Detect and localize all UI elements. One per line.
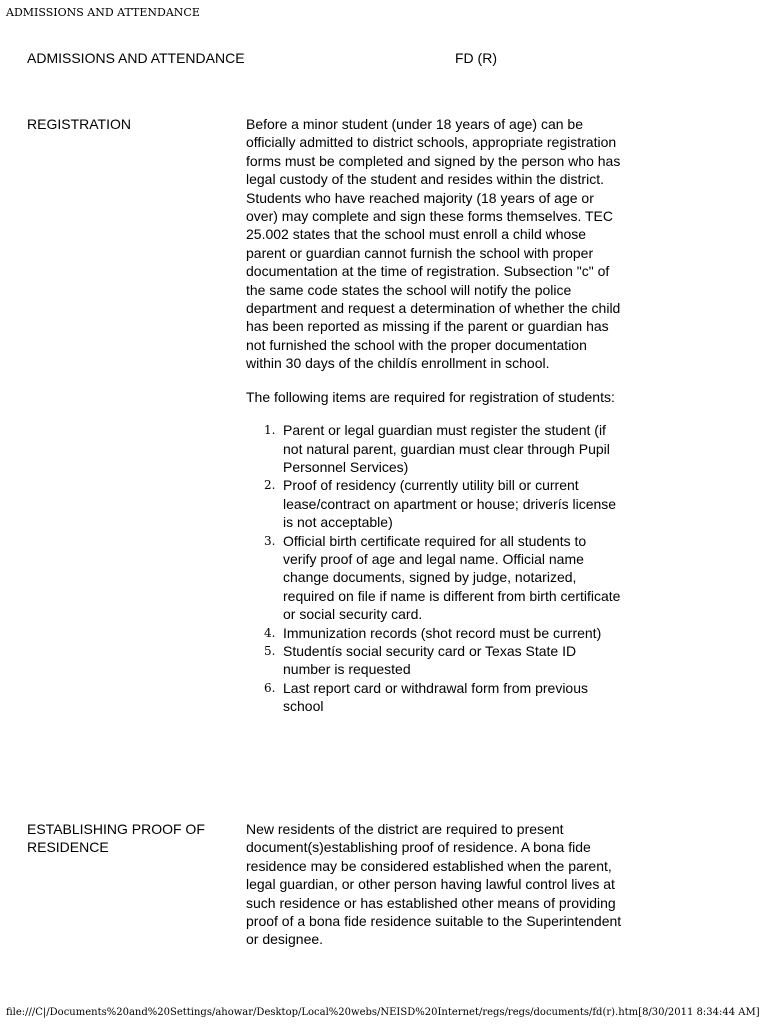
list-item-number: 6. xyxy=(264,680,276,695)
list-item xyxy=(264,679,622,716)
list-item xyxy=(264,476,622,531)
document-title: ADMISSIONS AND ATTENDANCE xyxy=(27,50,245,66)
list-item-number: 1. xyxy=(264,423,276,438)
list-item-number: 5. xyxy=(264,643,276,658)
registration-paragraph: Before a minor student (under 18 years of age) can be officially admitted to district schools, appropriate registration forms must be completed and signed by the person who has legal custody of the student and resides within the district. Students who have reached majority (18 years of age or over) may complete and sign these forms themselves. TEC 25.002 states that the school must enroll a child whose parent or guardian cannot furnish the school with proper documentation at the time of registration. Subsection "c" of the same code states the school will notify the police department and request a determination of whether the child has been reported as missing if the parent or guardian has not furnished the school with the proper documentation within 30 days of the childís enrollment in school. xyxy=(246,116,621,372)
list-item-number: 4. xyxy=(264,625,276,640)
list-item xyxy=(264,624,622,642)
print-header: ADMISSIONS AND ATTENDANCE xyxy=(6,6,200,19)
list-item xyxy=(264,421,622,476)
list-item-text: Studentís social security card or Texas State ID number is requested xyxy=(283,642,577,678)
list-item xyxy=(264,532,622,624)
document-code: FD (R) xyxy=(455,50,497,66)
required-items-list xyxy=(246,421,622,716)
registration-body xyxy=(246,115,622,716)
list-item-text: Last report card or withdrawal form from previous school xyxy=(283,679,588,715)
list-item xyxy=(264,642,622,679)
residence-heading: ESTABLISHING PROOF OF RESIDENCE xyxy=(27,821,205,856)
list-item-text: Parent or legal guardian must register the student (if not natural parent, guardian must clear through Pupil Personnel Services) xyxy=(283,422,610,475)
required-items-intro: The following items are required for registration of students: xyxy=(246,388,615,405)
registration-heading: REGISTRATION xyxy=(27,116,131,132)
residence-body xyxy=(246,820,622,949)
list-item-text: Proof of residency (currently utility bill or current lease/contract on apartment or house; driverís license is not acceptable) xyxy=(283,477,617,531)
list-item-text: Official birth certificate required for all students to verify proof of age and legal name. Official name change documents, signed by judge, notarized, required on file if name is different from birth certificate or social security card. xyxy=(283,532,621,623)
list-item-number: 2. xyxy=(264,478,276,493)
list-item-text: Immunization records (shot record must be current) xyxy=(283,624,602,641)
residence-paragraph: New residents of the district are required to present document(s)establishing proof of residence. A bona fide residence may be considered established when the parent, legal guardian, or other person having lawful control lives at such residence or has established other means of providing proof of a bona fide residence suitable to the Superintendent or designee. xyxy=(246,821,622,948)
print-footer-url: file:///C|/Documents%20and%20Settings/ahowar/Desktop/Local%20webs/NEISD%20Internet/regs/regs/documents/fd(r).htm[8/30/2011 8:34:44 AM] xyxy=(6,1007,760,1018)
list-item-number: 3. xyxy=(264,533,276,548)
